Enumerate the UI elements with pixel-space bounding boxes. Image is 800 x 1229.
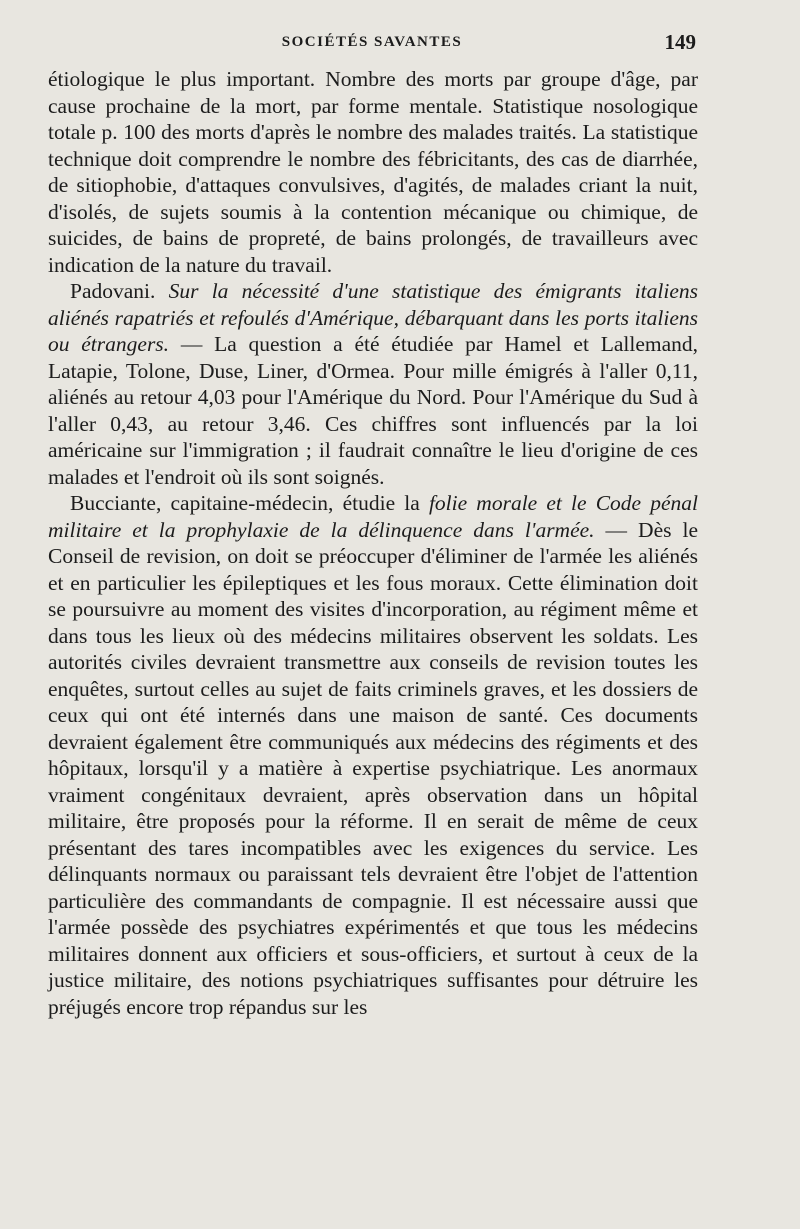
paragraph-1: étiologique le plus important. Nombre des morts par groupe d'âge, par cause prochaine de la mort, par forme mentale. Statistique nosologique totale p. 100 des morts d'après le nombre des malades traités. La statistique technique doit comprendre le nombre des fébricitants, des cas de diarrhée, de sitiophobie, d'attaques convulsives, d'agités, de malades criant la nuit, d'isolés, de sujets soumis à la contention mécanique ou chimique, de suicides, de bains de propreté, de bains prolongés, de travailleurs avec indication de la nature du travail. (48, 67, 698, 277)
paragraph-2-title: Sur la nécessité d'une statistique des émigrants italiens aliénés rapatriés et refoulés d'Amérique, débarquant dans les ports italiens ou étrangers. (48, 279, 698, 356)
paragraph-2-text: — La question a été étudiée par Hamel et Lallemand, Latapie, Tolone, Duse, Liner, d'Ormea. Pour mille émigrés à l'aller 0,11, aliénés au retour 4,03 pour l'Amérique du Nord. Pour l'Amérique du Sud à l'aller 0,43, au retour 3,46. Ces chiffres sont influencés par la loi américaine sur l'immigration ; il faudrait connaître le lieu d'origine de ces malades et l'endroit où ils sont soignés. (48, 332, 698, 489)
running-head (48, 30, 696, 58)
body-text (48, 66, 698, 1020)
page-number: 149 (664, 30, 696, 54)
paragraph-3-author: Bucciante, capitaine-médecin, étudie la (70, 491, 420, 515)
paragraph-3-title: folie morale et le Code pénal militaire et la prophylaxie de la délinquence dans l'armée. (48, 491, 698, 542)
paragraph-3 (48, 490, 698, 1020)
running-title: SOCIÉTÉS SAVANTES (281, 34, 463, 50)
paragraph-3-text: — Dès le Conseil de revision, on doit se préoccuper d'éliminer de l'armée les aliénés et en particulier les épileptiques et les fous moraux. Cette élimination doit se poursuivre au moment des visites d'incorporation, au régiment même et dans tous les lieux où des médecins militaires observent les soldats. Les autorités civiles devraient transmettre aux conseils de revision toutes les enquêtes, surtout celles au sujet de faits criminels graves, et les dossiers de ceux qui ont été internés dans une maison de santé. Ces documents devraient également être communiqués aux médecins des régiments et des hôpitaux, lorsqu'il y a matière à expertise psychiatrique. Les anormaux vraiment congénitaux devraient, après observation dans un hôpital militaire, être proposés pour la réforme. Il en serait de même de ceux présentant des tares incompatibles avec les exigences du service. Les délinquants normaux ou paraissant tels devraient être l'objet de l'attention particulière des commandants de compagnie. Il est nécessaire aussi que l'armée possède des psychiatres expérimentés et que tous les médecins militaires donnent aux officiers et sous-officiers, et surtout à ceux de la justice militaire, des notions psychiatriques suffisantes pour détruire les préjugés encore trop répandus sur les (48, 517, 698, 1019)
paragraph-2-author: Padovani. (70, 279, 156, 303)
paragraph-2 (48, 278, 698, 490)
